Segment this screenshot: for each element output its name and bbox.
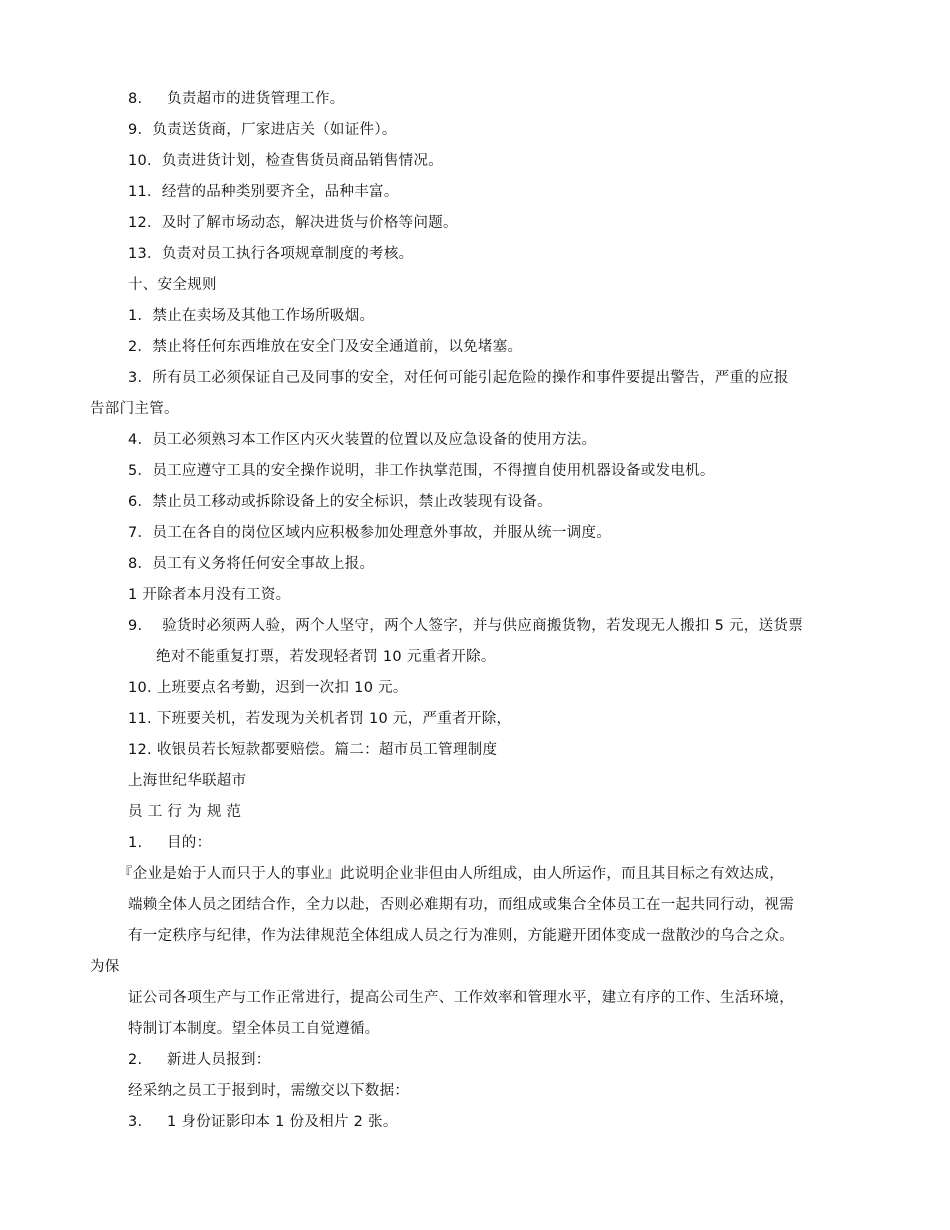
text-line: 1 开除者本月没有工资。 [128,587,291,603]
text-line: 13．负责对员工执行各项规章制度的考核。 [128,246,414,262]
text-line: 12. 收银员若长短款都要赔偿。篇二：超市员工管理制度 [128,742,498,758]
text-line: 『企业是始于人而只于人的事业』此说明企业非但由人所组成，由人所运作，而且其目标之有效达成， [118,866,784,882]
company-name: 上海世纪华联超市 [128,773,247,789]
text-line: 4．员工必须熟习本工作区内灭火装置的位置以及应急设备的使用方法。 [128,432,597,448]
text-line: 7．员工在各自的岗位区域内应积极参加处理意外事故，并服从统一调度。 [128,525,612,541]
text-line: 9．负责送货商，厂家进店关（如证件）。 [128,122,397,138]
text-line: 10. 上班要点名考勤，迟到一次扣 10 元。 [128,680,408,696]
text-line: 8．员工有义务将任何安全事故上报。 [128,556,375,572]
text-line: 2. 新进人员报到： [128,1052,271,1068]
text-line: 端赖全体人员之团结合作，全力以赴，否则必难期有功，而组成或集合全体员工在一起共同行动，视需 [128,897,794,913]
text-line: 3．所有员工必须保证自己及同事的安全，对任何可能引起危险的操作和事件要提出警告，严重的应报 [128,370,789,386]
text-line: 1. 目的： [128,835,212,851]
text-line: 11. 下班要关机，若发现为关机者罚 10 元，严重者开除， [128,711,512,727]
text-line: 1．禁止在卖场及其他工作场所吸烟。 [128,308,375,324]
text-line: 特制订本制度。望全体员工自觉遵循。 [128,1021,380,1037]
text-line: 9. 验货时必须两人验，两个人坚守，两个人签字，并与供应商搬货物，若发现无人搬扣 5 元，送货票 [128,618,804,634]
text-line: 证公司各项生产与工作正常进行，提高公司生产、工作效率和管理水平，建立有序的工作、生活环境， [128,990,794,1006]
text-line: 8. 负责超市的进货管理工作。 [128,91,345,107]
text-line: 5．员工应遵守工具的安全操作说明，非工作执掌范围，不得擅自使用机器设备或发电机。 [128,463,715,479]
text-line: 告部门主管。 [90,401,179,417]
text-line: 6．禁止员工移动或拆除设备上的安全标识，禁止改装现有设备。 [128,494,552,510]
section-title: 员 工 行 为 规 范 [128,804,242,820]
text-line: 10．负责进货计划，检查售货员商品销售情况。 [128,153,444,169]
text-line: 有一定秩序与纪律，作为法律规范全体组成人员之行为准则，方能避开团体变成一盘散沙的乌合之众。 [128,928,794,944]
section-heading: 十、安全规则 [128,277,217,293]
text-line: 为保 [90,959,120,975]
text-line: 11．经营的品种类别要齐全，品种丰富。 [128,184,399,200]
text-line: 3. 1 身份证影印本 1 份及相片 2 张。 [128,1114,398,1130]
text-line: 12．及时了解市场动态，解决进货与价格等问题。 [128,215,458,231]
text-line: 2．禁止将任何东西堆放在安全门及安全通道前，以免堵塞。 [128,339,523,355]
text-line: 绝对不能重复打票，若发现轻者罚 10 元重者开除。 [156,649,496,665]
text-line: 经采纳之员工于报到时，需缴交以下数据： [128,1083,410,1099]
